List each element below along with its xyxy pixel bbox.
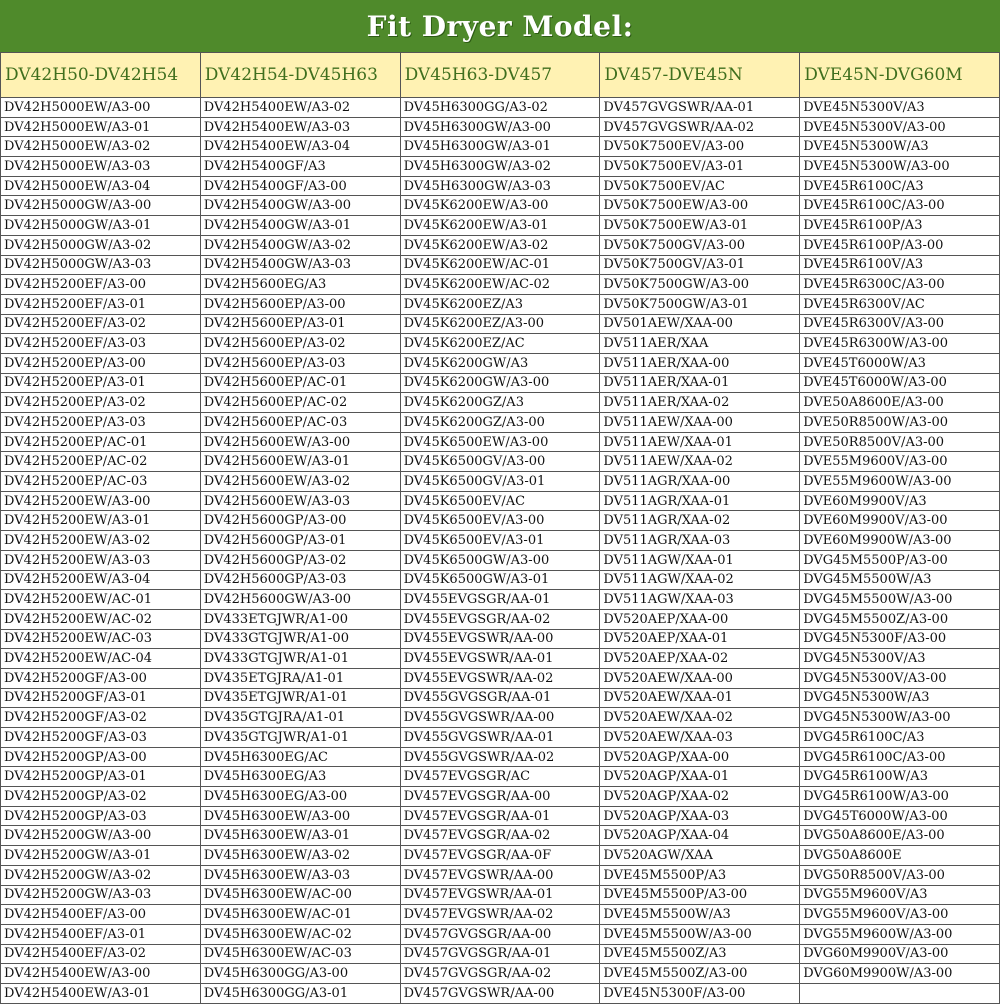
table-row (1, 649, 1000, 669)
model-cell: DV520AEP/XAA-01 (600, 629, 800, 649)
model-cell: DV42H5200EP/A3-00 (1, 353, 201, 373)
model-cell: DV42H5200EP/AC-03 (1, 472, 201, 492)
model-cell: DV42H5600EW/A3-01 (200, 452, 400, 472)
model-cell: DVE50A8600E/A3-00 (800, 393, 1000, 413)
model-cell: DV45H6300GG/A3-00 (200, 964, 400, 984)
model-cell: DV42H5200EW/AC-01 (1, 590, 201, 610)
model-cell: DV42H5200GP/A3-01 (1, 767, 201, 787)
model-cell: DV45H6300EW/AC-02 (200, 924, 400, 944)
model-cell: DV42H5600EP/AC-03 (200, 413, 400, 433)
model-cell: DV45H6300GW/A3-01 (400, 137, 600, 157)
model-cell: DV42H5200EF/A3-01 (1, 294, 201, 314)
model-cell: DV42H5600GP/A3-02 (200, 550, 400, 570)
model-cell: DVG45M5500Z/A3-00 (800, 609, 1000, 629)
model-cell: DV457EVGSGR/AA-0F (400, 846, 600, 866)
table-row (1, 767, 1000, 787)
model-cell: DVG45R6100C/A3-00 (800, 747, 1000, 767)
model-cell: DVG60M9900W/A3-00 (800, 964, 1000, 984)
model-cell: DV42H5400EW/A3-02 (200, 98, 400, 118)
table-row (1, 275, 1000, 295)
table-row (1, 747, 1000, 767)
model-cell: DV457EVGSWR/AA-01 (400, 885, 600, 905)
model-cell: DVG50R8500V/A3-00 (800, 865, 1000, 885)
table-row (1, 353, 1000, 373)
model-cell: DV511AGR/XAA-02 (600, 511, 800, 531)
column-header: DV42H50-DV42H54 (1, 53, 201, 98)
column-header: DV457-DVE45N (600, 53, 800, 98)
model-cell: DVG45N5300W/A3 (800, 688, 1000, 708)
model-cell: DV42H5200GP/A3-02 (1, 787, 201, 807)
model-cell: DV45K6500GV/A3-00 (400, 452, 600, 472)
model-cell: DV511AGW/XAA-02 (600, 570, 800, 590)
model-cell: DV42H5600EW/A3-02 (200, 472, 400, 492)
model-cell: DV520AEW/XAA-03 (600, 728, 800, 748)
model-cell: DV42H5600EP/A3-02 (200, 334, 400, 354)
model-cell: DV45H6300EG/AC (200, 747, 400, 767)
model-cell (800, 983, 1000, 1003)
model-cell: DV511AER/XAA (600, 334, 800, 354)
model-cell: DV42H5400GW/A3-00 (200, 196, 400, 216)
model-cell: DV42H5200EW/A3-01 (1, 511, 201, 531)
model-cell: DV42H5200GP/A3-00 (1, 747, 201, 767)
model-cell: DV457EVGSGR/AA-00 (400, 787, 600, 807)
model-cell: DV42H5200GF/A3-03 (1, 728, 201, 748)
model-cell: DV42H5200EF/A3-03 (1, 334, 201, 354)
table-row (1, 924, 1000, 944)
model-cell: DV45H6300GW/A3-03 (400, 176, 600, 196)
model-cell: DV42H5200EP/A3-03 (1, 413, 201, 433)
model-cell: DV42H5200GF/A3-01 (1, 688, 201, 708)
column-header: DV45H63-DV457 (400, 53, 600, 98)
model-cell: DVG45R6100W/A3 (800, 767, 1000, 787)
table-row (1, 511, 1000, 531)
model-cell: DV42H5200EW/A3-03 (1, 550, 201, 570)
model-cell: DV455GVGSWR/AA-01 (400, 728, 600, 748)
table-row (1, 570, 1000, 590)
model-cell: DV457GVGSWR/AA-02 (600, 117, 800, 137)
table-row (1, 157, 1000, 177)
model-cell: DVE45M5500W/A3 (600, 905, 800, 925)
model-cell: DVG45N5300V/A3 (800, 649, 1000, 669)
model-cell: DV42H5200EP/AC-02 (1, 452, 201, 472)
model-cell: DV42H5200GW/A3-02 (1, 865, 201, 885)
model-cell: DV42H5400EW/A3-01 (1, 983, 201, 1003)
model-cell: DV42H5200EW/A3-02 (1, 531, 201, 551)
model-cell: DV45K6200EW/AC-02 (400, 275, 600, 295)
model-cell: DV45H6300EW/A3-02 (200, 846, 400, 866)
model-cell: DVE45T6000W/A3 (800, 353, 1000, 373)
model-cell: DV42H5000EW/A3-04 (1, 176, 201, 196)
model-cell: DV520AEW/XAA-00 (600, 668, 800, 688)
model-cell: DV42H5600EP/A3-00 (200, 294, 400, 314)
model-cell: DV511AER/XAA-02 (600, 393, 800, 413)
model-cell: DV45H6300EW/A3-01 (200, 826, 400, 846)
table-row (1, 708, 1000, 728)
model-cell: DV45H6300GG/A3-02 (400, 98, 600, 118)
table-row (1, 373, 1000, 393)
model-cell: DVE45M5500Z/A3 (600, 944, 800, 964)
model-cell: DV45K6200GW/A3-00 (400, 373, 600, 393)
model-cell: DV45K6500EV/AC (400, 491, 600, 511)
table-row (1, 688, 1000, 708)
model-cell: DV457GVGSWR/AA-01 (600, 98, 800, 118)
model-cell: DV50K7500GV/A3-00 (600, 235, 800, 255)
table-row (1, 826, 1000, 846)
table-row (1, 550, 1000, 570)
model-cell: DVE45R6100C/A3-00 (800, 196, 1000, 216)
model-cell: DV50K7500EW/A3-01 (600, 216, 800, 236)
model-cell: DVE45R6100P/A3 (800, 216, 1000, 236)
model-cell: DV42H5000EW/A3-03 (1, 157, 201, 177)
model-cell: DV45H6300EW/AC-01 (200, 905, 400, 925)
model-cell: DV457EVGSWR/AA-00 (400, 865, 600, 885)
model-cell: DV42H5400GF/A3 (200, 157, 400, 177)
model-cell: DVG55M9600V/A3-00 (800, 905, 1000, 925)
model-cell: DV42H5200GW/A3-00 (1, 826, 201, 846)
model-cell: DV45K6500EV/A3-00 (400, 511, 600, 531)
model-cell: DVE45N5300F/A3-00 (600, 983, 800, 1003)
model-cell: DVE45R6100V/A3 (800, 255, 1000, 275)
model-cell: DVE60M9900W/A3-00 (800, 531, 1000, 551)
model-cell: DV511AEW/XAA-00 (600, 413, 800, 433)
model-cell: DV45H6300EW/A3-00 (200, 806, 400, 826)
model-cell: DVG55M9600V/A3 (800, 885, 1000, 905)
model-cell: DV42H5000GW/A3-03 (1, 255, 201, 275)
model-cell: DVE45R6100C/A3 (800, 176, 1000, 196)
model-cell: DV45K6200EZ/AC (400, 334, 600, 354)
model-cell: DVE55M9600W/A3-00 (800, 472, 1000, 492)
model-cell: DV50K7500EW/A3-00 (600, 196, 800, 216)
table-row (1, 432, 1000, 452)
model-cell: DV42H5000EW/A3-02 (1, 137, 201, 157)
model-cell: DV520AEW/XAA-02 (600, 708, 800, 728)
model-cell: DV42H5200EP/A3-01 (1, 373, 201, 393)
model-cell: DVG45N5300V/A3-00 (800, 668, 1000, 688)
model-cell: DV42H5400GF/A3-00 (200, 176, 400, 196)
model-cell: DV520AGW/XAA (600, 846, 800, 866)
model-cell: DVE45N5300W/A3-00 (800, 157, 1000, 177)
model-cell: DVG45M5500P/A3-00 (800, 550, 1000, 570)
model-cell: DV455GVGSWR/AA-00 (400, 708, 600, 728)
model-cell: DV511AGR/XAA-01 (600, 491, 800, 511)
model-cell: DV457GVGSGR/AA-02 (400, 964, 600, 984)
model-cell: DV42H5400EW/A3-04 (200, 137, 400, 157)
model-cell: DV501AEW/XAA-00 (600, 314, 800, 334)
model-cell: DV511AGW/XAA-03 (600, 590, 800, 610)
model-cell: DV42H5600GP/A3-03 (200, 570, 400, 590)
model-cell: DV435GTGJWR/A1-01 (200, 728, 400, 748)
model-cell: DV42H5600GP/A3-00 (200, 511, 400, 531)
model-cell: DV45K6200GZ/A3 (400, 393, 600, 413)
model-cell: DV455EVGSWR/AA-02 (400, 668, 600, 688)
model-cell: DV433GTGJWR/A1-00 (200, 629, 400, 649)
model-cell: DV42H5600GW/A3-00 (200, 590, 400, 610)
model-cell: DV42H5400EF/A3-01 (1, 924, 201, 944)
model-cell: DV457GVGSGR/AA-00 (400, 924, 600, 944)
model-cell: DV520AGP/XAA-04 (600, 826, 800, 846)
model-cell: DV45K6200GW/A3 (400, 353, 600, 373)
model-cell: DV42H5600EP/AC-01 (200, 373, 400, 393)
model-cell: DV42H5400GW/A3-03 (200, 255, 400, 275)
table-row (1, 865, 1000, 885)
model-cell: DV42H5600EW/A3-03 (200, 491, 400, 511)
model-cell: DV457GVGSGR/AA-01 (400, 944, 600, 964)
model-cell: DV45K6500EW/A3-00 (400, 432, 600, 452)
table-row (1, 728, 1000, 748)
model-cell: DV42H5200EW/AC-03 (1, 629, 201, 649)
table-row (1, 590, 1000, 610)
model-cell: DV42H5200EF/A3-00 (1, 275, 201, 295)
model-cell: DV42H5000GW/A3-01 (1, 216, 201, 236)
model-cell: DV433GTGJWR/A1-01 (200, 649, 400, 669)
model-cell: DVE60M9900V/A3-00 (800, 511, 1000, 531)
model-cell: DV45H6300GW/A3-00 (400, 117, 600, 137)
model-cell: DV455EVGSWR/AA-01 (400, 649, 600, 669)
model-rows (1, 98, 1000, 1004)
model-cell: DVG45N5300F/A3-00 (800, 629, 1000, 649)
table-row (1, 393, 1000, 413)
table-row (1, 964, 1000, 984)
model-cell: DV42H5400EF/A3-02 (1, 944, 201, 964)
model-cell: DV520AGP/XAA-01 (600, 767, 800, 787)
model-cell: DV42H5200EW/A3-00 (1, 491, 201, 511)
model-cell: DV42H5000GW/A3-00 (1, 196, 201, 216)
model-cell: DV511AEW/XAA-01 (600, 432, 800, 452)
model-cell: DV511AGR/XAA-00 (600, 472, 800, 492)
model-cell: DVG45R6100W/A3-00 (800, 787, 1000, 807)
model-cell: DV42H5400GW/A3-01 (200, 216, 400, 236)
model-cell: DV42H5000GW/A3-02 (1, 235, 201, 255)
model-cell: DV45K6500GV/A3-01 (400, 472, 600, 492)
column-header: DV42H54-DV45H63 (200, 53, 400, 98)
model-cell: DV42H5200EW/AC-04 (1, 649, 201, 669)
model-cell: DV42H5200GP/A3-03 (1, 806, 201, 826)
model-cell: DVG50A8600E/A3-00 (800, 826, 1000, 846)
table-row (1, 137, 1000, 157)
model-cell: DV455GVGSGR/AA-01 (400, 688, 600, 708)
model-cell: DV457GVGSWR/AA-00 (400, 983, 600, 1003)
table-row (1, 846, 1000, 866)
model-cell: DV42H5400EF/A3-00 (1, 905, 201, 925)
model-cell: DV42H5600EG/A3 (200, 275, 400, 295)
model-cell: DVG45M5500W/A3 (800, 570, 1000, 590)
model-cell: DVE50R8500W/A3-00 (800, 413, 1000, 433)
model-cell: DV435ETGJRA/A1-01 (200, 668, 400, 688)
model-cell: DV42H5400GW/A3-02 (200, 235, 400, 255)
model-cell: DV50K7500EV/AC (600, 176, 800, 196)
table-row (1, 334, 1000, 354)
model-cell: DV433ETGJWR/A1-00 (200, 609, 400, 629)
model-cell: DV42H5600EP/A3-01 (200, 314, 400, 334)
title-banner (0, 0, 1000, 52)
header-row (1, 53, 1000, 98)
model-cell: DV457EVGSGR/AA-02 (400, 826, 600, 846)
table-row (1, 983, 1000, 1003)
model-cell: DV50K7500GW/A3-01 (600, 294, 800, 314)
model-cell: DV455EVGSWR/AA-00 (400, 629, 600, 649)
model-cell: DVE45N5300W/A3 (800, 137, 1000, 157)
table-row (1, 905, 1000, 925)
table-row (1, 787, 1000, 807)
table-row (1, 294, 1000, 314)
column-header: DVE45N-DVG60M (800, 53, 1000, 98)
model-cell: DVE45N5300V/A3 (800, 98, 1000, 118)
model-cell: DVE45R6100P/A3-00 (800, 235, 1000, 255)
model-cell: DVG45T6000W/A3-00 (800, 806, 1000, 826)
model-cell: DV455EVGSGR/AA-02 (400, 609, 600, 629)
model-cell: DV45H6300EW/AC-03 (200, 944, 400, 964)
table-row (1, 806, 1000, 826)
model-cell: DV42H5400EW/A3-00 (1, 964, 201, 984)
model-cell: DVE45M5500P/A3-00 (600, 885, 800, 905)
model-cell: DVE45R6300V/AC (800, 294, 1000, 314)
model-cell: DV45H6300EW/AC-00 (200, 885, 400, 905)
model-cell: DV455GVGSWR/AA-02 (400, 747, 600, 767)
model-cell: DV42H5600EW/A3-00 (200, 432, 400, 452)
model-cell: DV42H5600EP/A3-03 (200, 353, 400, 373)
model-cell: DVE45R6300V/A3-00 (800, 314, 1000, 334)
model-cell: DV42H5200EW/A3-04 (1, 570, 201, 590)
model-compatibility-table (0, 52, 1000, 1004)
table-row (1, 531, 1000, 551)
table-row (1, 668, 1000, 688)
model-cell: DV50K7500GW/A3-00 (600, 275, 800, 295)
model-cell: DV42H5600GP/A3-01 (200, 531, 400, 551)
table-row (1, 944, 1000, 964)
model-cell: DV45K6200EW/AC-01 (400, 255, 600, 275)
model-cell: DVE50R8500V/A3-00 (800, 432, 1000, 452)
model-cell: DV520AGP/XAA-03 (600, 806, 800, 826)
model-cell: DV520AGP/XAA-00 (600, 747, 800, 767)
model-cell: DV45K6500EV/A3-01 (400, 531, 600, 551)
model-cell: DV435ETGJWR/A1-01 (200, 688, 400, 708)
model-cell: DVG50A8600E (800, 846, 1000, 866)
model-cell: DV45H6300EW/A3-03 (200, 865, 400, 885)
model-cell: DV435GTGJRA/A1-01 (200, 708, 400, 728)
model-cell: DV511AER/XAA-01 (600, 373, 800, 393)
model-cell: DV42H5600EP/AC-02 (200, 393, 400, 413)
model-cell: DV42H5200GW/A3-01 (1, 846, 201, 866)
model-cell: DVE55M9600V/A3-00 (800, 452, 1000, 472)
model-cell: DV45K6200EZ/A3-00 (400, 314, 600, 334)
table-row (1, 176, 1000, 196)
table-row (1, 255, 1000, 275)
model-cell: DV511AGR/XAA-03 (600, 531, 800, 551)
model-cell: DV45H6300EG/A3-00 (200, 787, 400, 807)
model-cell: DV455EVGSGR/AA-01 (400, 590, 600, 610)
model-cell: DVG55M9600W/A3-00 (800, 924, 1000, 944)
model-cell: DV45H6300EG/A3 (200, 767, 400, 787)
model-cell: DV511AGW/XAA-01 (600, 550, 800, 570)
model-cell: DVG45N5300W/A3-00 (800, 708, 1000, 728)
model-cell: DVG60M9900V/A3-00 (800, 944, 1000, 964)
model-cell: DV50K7500EV/A3-00 (600, 137, 800, 157)
table-row (1, 413, 1000, 433)
model-cell: DVE45M5500W/A3-00 (600, 924, 800, 944)
table-row (1, 314, 1000, 334)
model-cell: DVE45M5500P/A3 (600, 865, 800, 885)
model-cell: DV45K6200EW/A3-02 (400, 235, 600, 255)
model-cell: DV457EVGSGR/AC (400, 767, 600, 787)
model-cell: DV42H5200EP/AC-01 (1, 432, 201, 452)
model-cell: DVE45R6300C/A3-00 (800, 275, 1000, 295)
table-row (1, 491, 1000, 511)
model-cell: DV457EVGSGR/AA-01 (400, 806, 600, 826)
table-row (1, 235, 1000, 255)
table-row (1, 117, 1000, 137)
model-cell: DVG45M5500W/A3-00 (800, 590, 1000, 610)
model-cell: DV45H6300GG/A3-01 (200, 983, 400, 1003)
model-cell: DV42H5200GW/A3-03 (1, 885, 201, 905)
model-cell: DV45K6200EZ/A3 (400, 294, 600, 314)
model-cell: DVE60M9900V/A3 (800, 491, 1000, 511)
page-title: Fit Dryer Model: (366, 9, 634, 43)
table-row (1, 629, 1000, 649)
model-cell: DVE45T6000W/A3-00 (800, 373, 1000, 393)
model-cell: DV520AGP/XAA-02 (600, 787, 800, 807)
model-cell: DV511AEW/XAA-02 (600, 452, 800, 472)
table-row (1, 452, 1000, 472)
model-cell: DV511AER/XAA-00 (600, 353, 800, 373)
table-row (1, 196, 1000, 216)
table-row (1, 98, 1000, 118)
model-cell: DV42H5200GF/A3-00 (1, 668, 201, 688)
model-cell: DV42H5200GF/A3-02 (1, 708, 201, 728)
model-cell: DV42H5200EF/A3-02 (1, 314, 201, 334)
table-row (1, 472, 1000, 492)
model-cell: DV457EVGSWR/AA-02 (400, 905, 600, 925)
model-cell: DV520AEW/XAA-01 (600, 688, 800, 708)
model-cell: DV45K6200EW/A3-01 (400, 216, 600, 236)
model-cell: DV42H5200EW/AC-02 (1, 609, 201, 629)
table-row (1, 216, 1000, 236)
model-cell: DVG45R6100C/A3 (800, 728, 1000, 748)
model-cell: DV42H5000EW/A3-01 (1, 117, 201, 137)
model-cell: DV42H5000EW/A3-00 (1, 98, 201, 118)
model-cell: DVE45N5300V/A3-00 (800, 117, 1000, 137)
model-cell: DV45K6500GW/A3-01 (400, 570, 600, 590)
model-cell: DV45H6300GW/A3-02 (400, 157, 600, 177)
model-cell: DVE45R6300W/A3-00 (800, 334, 1000, 354)
model-cell: DV50K7500EV/A3-01 (600, 157, 800, 177)
model-cell: DV42H5200EP/A3-02 (1, 393, 201, 413)
model-cell: DV520AEP/XAA-02 (600, 649, 800, 669)
model-cell: DV45K6200GZ/A3-00 (400, 413, 600, 433)
model-cell: DV42H5400EW/A3-03 (200, 117, 400, 137)
model-cell: DV45K6200EW/A3-00 (400, 196, 600, 216)
table-row (1, 885, 1000, 905)
model-cell: DVE45M5500Z/A3-00 (600, 964, 800, 984)
table-row (1, 609, 1000, 629)
model-cell: DV50K7500GV/A3-01 (600, 255, 800, 275)
model-cell: DV45K6500GW/A3-00 (400, 550, 600, 570)
model-cell: DV520AEP/XAA-00 (600, 609, 800, 629)
